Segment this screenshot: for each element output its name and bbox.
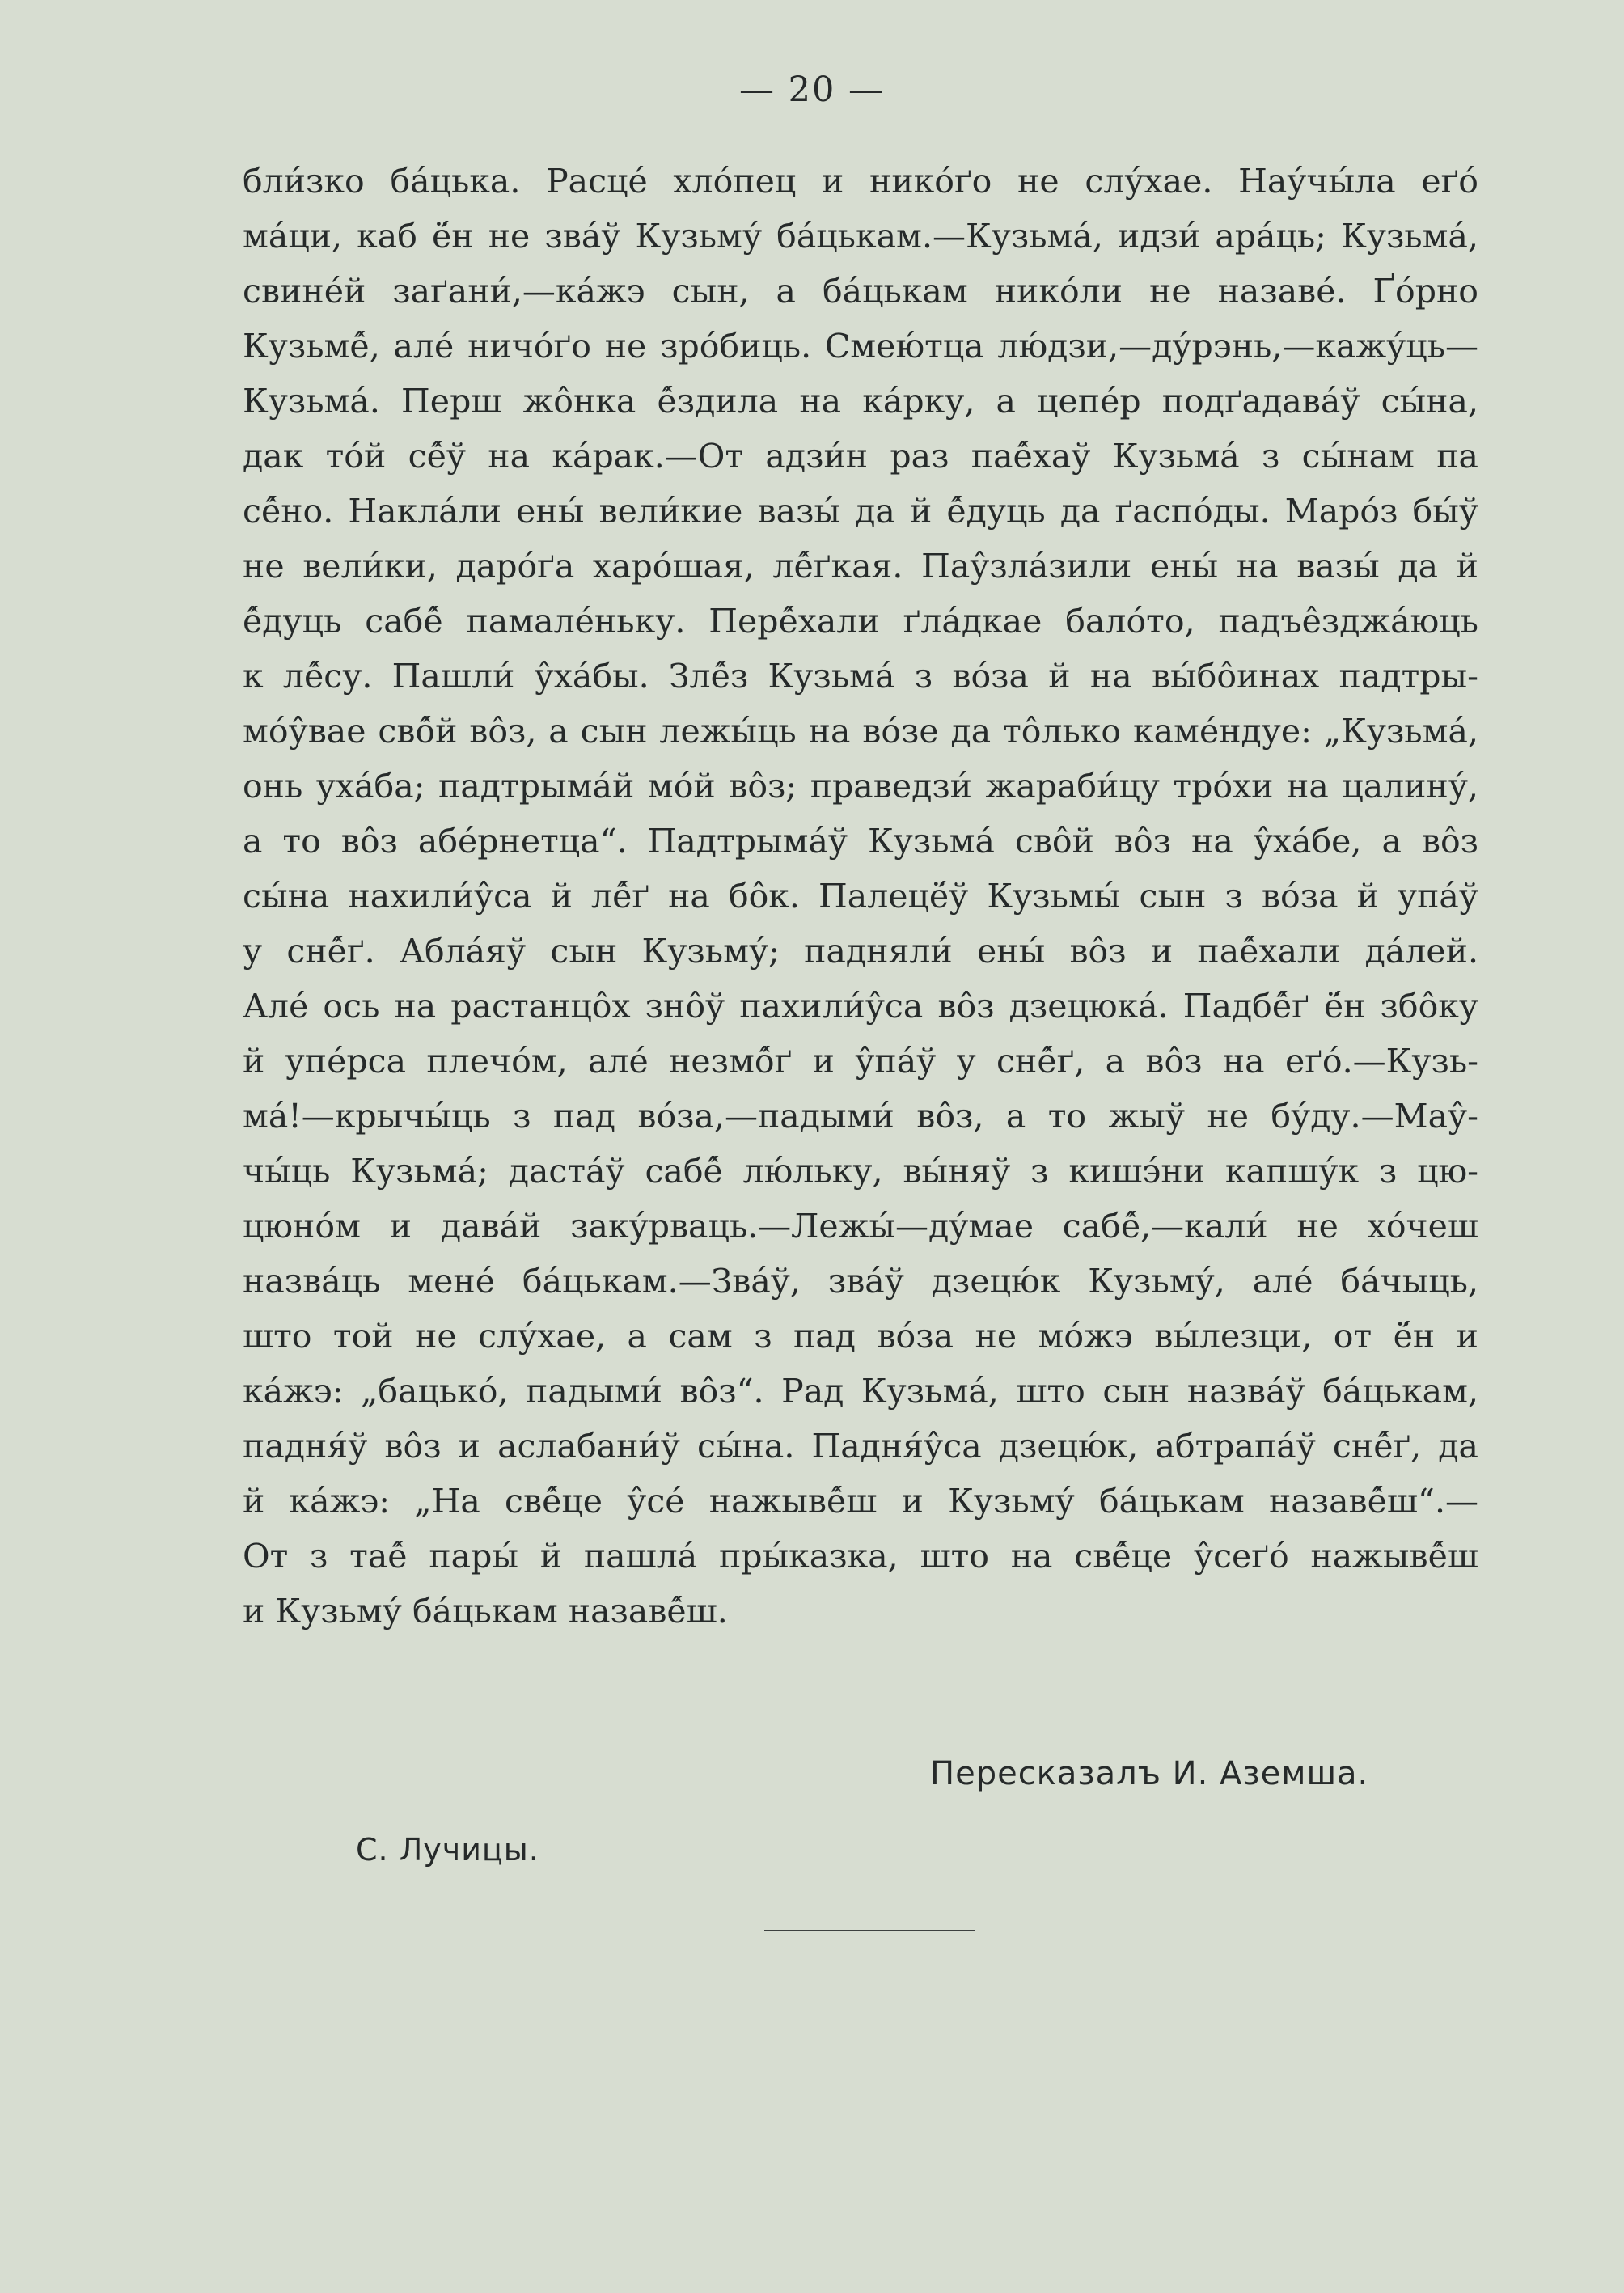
text-line: свине́й заґани́,—ка́жэ сын, а ба́цькам нико́ли не назаве́. Ґо́рно (243, 272, 1478, 311)
text-line: дак то́й се̂́ў на ка́рак.—От адзи́н раз пае̂́хаў Кузьма́ з сы́нам па (243, 437, 1478, 476)
text-line: ма́ци, каб ё́н не зва́ў Кузьму́ ба́цькам.—Кузьма́, идзи́ ара́ць; Кузьма́, (243, 217, 1478, 256)
text-line: мо́у̂вае сво̂́й во̂з, а сын лежы́ць на во́зе да то̂лько каме́ндуе: „Кузьма́, (243, 712, 1478, 751)
text-line: у сне̂́ґ. Абла́яў сын Кузьму́; падняли́ ены́ во̂з и пае̂́хали да́лей. (243, 932, 1478, 971)
text-line: ма́!—крычы́ць з пад во́за,—падыми́ во̂з, а то жыў не бу́ду.—Мау̂- (243, 1097, 1478, 1136)
text-line: чы́ць Кузьма́; даста́ў сабе̂́ лю́льку, вы́няў з кишэ́ни капшу́к з цю- (243, 1152, 1478, 1191)
text-line: а то во̂з абе́рнетца“. Падтрыма́ў Кузьма́ сво̂й во̂з на у̂ха́бе, а во̂з (243, 822, 1478, 861)
text-line: што той не слу́хае, а сам з пад во́за не мо́жэ вы́лезци, от ё́н и (243, 1317, 1478, 1356)
author-signature: Пересказалъ И. Аземша. (930, 1755, 1369, 1792)
text-line: й упе́рса плечо́м, але́ незмо̂́ґ и у̂па́ў у сне̂́ґ, а во̂з на еґо́.—Кузь- (243, 1042, 1478, 1081)
text-line: От з тае̂́ пары́ й пашла́ пры́казка, што на све̂́це у̂сеґо́ нажыве̂́ш (243, 1537, 1478, 1576)
text-line: Кузьма́. Перш жо̂нка е̂́здила на ка́рку, а цепе́р подґадава́ў сы́на, (243, 382, 1478, 421)
text-line: Але́ ось на растанцо̂х зно̂ў пахили́у̂са во̂з дзецюка́. Падбе̂́ґ ё́н збо̂ку (243, 987, 1478, 1026)
text-line: бли́зко ба́цька. Расце́ хло́пец и нико́ґо не слу́хае. Нау́чы́ла еґо́ (243, 162, 1478, 201)
text-line: не вели́ки, даро́ґа харо́шая, ле̂́ґкая. Пау̂зла́зили ены́ на вазы́ да й (243, 547, 1478, 586)
text-line: и Кузьму́ ба́цькам назаве̂́ш. (243, 1592, 728, 1631)
text-line: е̂́дуць сабе̂́ памале́ньку. Пере̂́хали ґла́дкае бало́то, падъе̂зджа́юць (243, 602, 1478, 641)
text-line: цюно́м и дава́й заку́рваць.—Лежы́—ду́мае сабе̂́,—кали́ не хо́чеш (243, 1207, 1478, 1246)
text-line: онь уха́ба; падтрыма́й мо́й во̂з; праведзи́ жараби́цу тро́хи на цалину́, (243, 767, 1478, 806)
text-line: ка́жэ: „бацько́, падыми́ во̂з“. Рад Кузьма́, што сын назва́ў ба́цькам, (243, 1372, 1478, 1411)
page-number: — 20 — (738, 70, 886, 110)
place-name: С. Лучицы. (356, 1832, 539, 1868)
text-line: Кузьме̂́, але́ ничо́ґо не зро́биць. Смею́тца лю́дзи,—ду́рэнь,—кажу́ць— (243, 327, 1478, 366)
text-line: й ка́жэ: „На све̂́це у̂се́ нажыве̂́ш и Кузьму́ ба́цькам назаве̂́ш“.— (243, 1482, 1478, 1521)
body-text (243, 154, 1478, 1639)
text-line: падня́ў во̂з и аслабани́ў сы́на. Падня́у̂са дзецю́к, абтрапа́ў сне̂́ґ, да (243, 1427, 1478, 1466)
text-line: к ле̂́су. Пашли́ у̂ха́бы. Зле̂́з Кузьма́ з во́за й на вы́бо̂инах падтры- (243, 657, 1478, 696)
text-line: назва́ць мене́ ба́цькам.—Зва́ў, зва́ў дзецю́к Кузьму́, але́ ба́чыць, (243, 1262, 1478, 1301)
text-line: се̂́но. Накла́ли ены́ вели́кие вазы́ да й е̂́дуць да ґаспо́ды. Маро́з бы́ў (243, 492, 1478, 531)
section-divider (764, 1930, 975, 1931)
text-line: сы́на нахили́у̂са й ле̂́ґ на бо̂к. Палецё́ў Кузьмы́ сын з во́за й упа́ў (243, 877, 1478, 916)
